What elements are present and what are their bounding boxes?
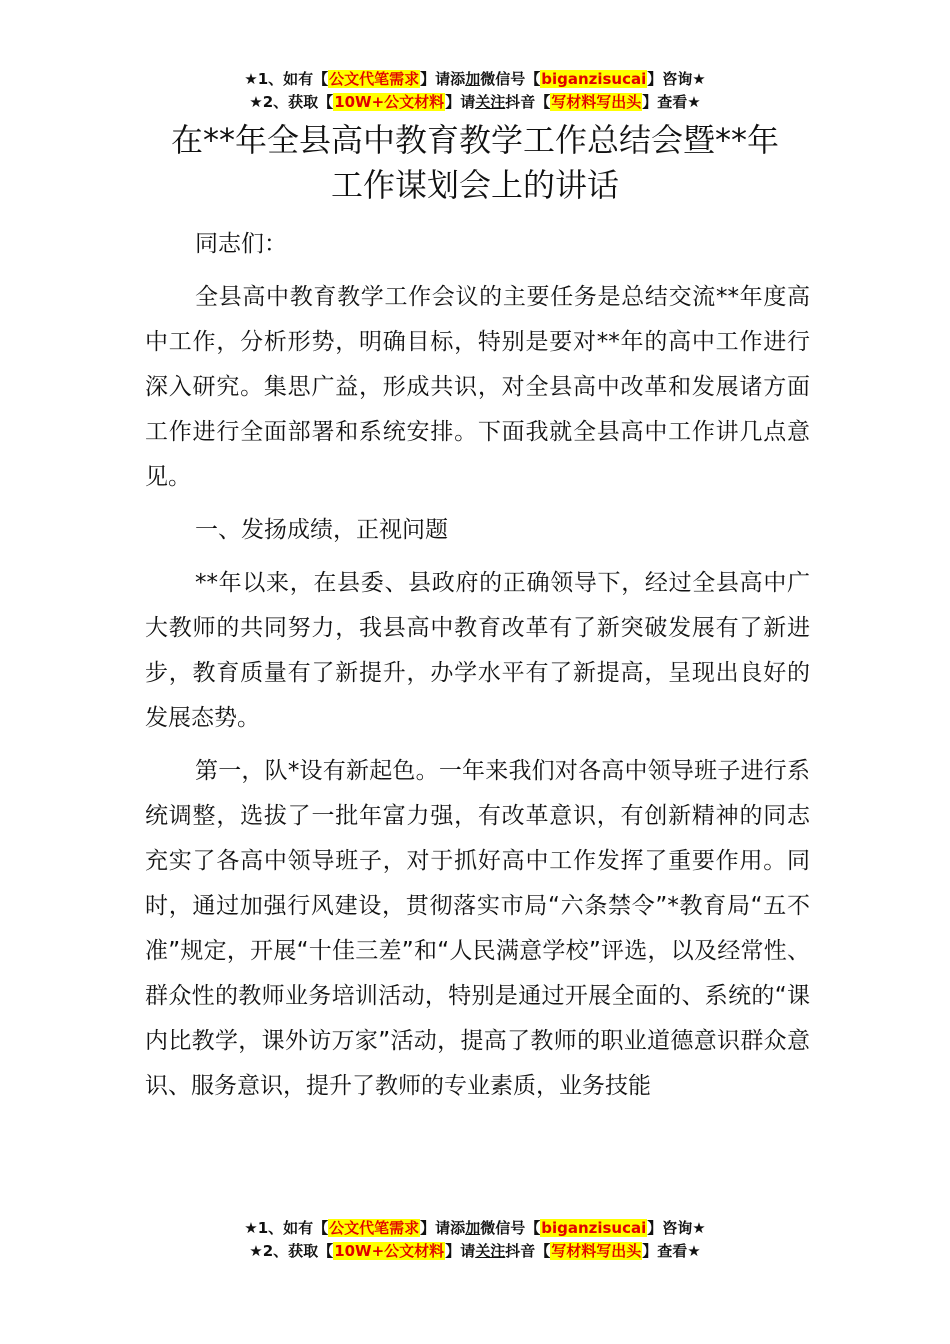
promo-text: 微信号【 [480,1219,541,1237]
promo-highlight: 10W+公文材料 [334,1242,445,1260]
promo-text: 微信号【 [480,70,541,88]
promo-highlight: 公文代笔需求 [329,1219,420,1237]
promo-text: ★1、如有【 [244,1219,329,1237]
promo-text: 】请添 [420,70,466,88]
paragraph: 全县高中教育教学工作会议的主要任务是总结交流**年度高中工作，分析形势，明确目标，特别是要对**年的高中工作进行深入研究。集思广益，形成共识，对全县高中改革和发展诸方面工作进行全面部署和系统安排。下面我就全县高中工作讲几点意见。 [145,284,810,490]
promo-emphasis: 加 [465,70,481,88]
promo-line-2 [0,1240,950,1263]
promo-text: 抖音【 [505,1242,551,1260]
title-line-2: 工作谋划会上的讲话 [330,166,619,204]
promo-text: ★2、获取【 [249,93,334,111]
promo-text: 】请 [445,1242,476,1260]
salutation: 同志们： [195,231,287,257]
promo-highlight: biganzisucai [541,70,647,88]
promo-text: 】查看★ [642,1242,701,1260]
promo-highlight: biganzisucai [541,1219,647,1237]
paragraph: **年以来，在县委、县政府的正确领导下，经过全县高中广大教师的共同努力，我县高中教育改革有了新突破发展有了新进步，教育质量有了新提升，办学水平有了新提高，呈现出良好的发展态势。 [145,570,810,731]
promo-text: ★1、如有【 [244,70,329,88]
promo-emphasis: 关注 [475,93,506,111]
promo-highlight: 10W+公文材料 [334,93,445,111]
promo-highlight: 写材料写出头 [551,93,642,111]
bottom-promo-banner [0,1217,950,1263]
promo-text: 】咨询★ [647,70,706,88]
promo-text: 抖音【 [505,93,551,111]
promo-text: 】请添 [420,1219,466,1237]
promo-line-1 [0,68,950,91]
promo-emphasis: 关注 [475,1242,506,1260]
paragraph: 第一，队*设有新起色。一年来我们对各高中领导班子进行系统调整，选拔了一批年富力强，有改革意识，有创新精神的同志充实了各高中领导班子，对于抓好高中工作发挥了重要作用。同时，通过加强行风建设，贯彻落实市局“六条禁令”*教育局“五不准”规定，开展“十佳三差”和“人民满意学校”评选，以及经常性、群众性的教师业务培训活动，特别是通过开展全面的、系统的“课内比教学，课外访万家”活动，提高了教师的职业道德意识群众意识、服务意识，提升了教师的专业素质，业务技能 [145,758,810,1099]
promo-text: ★2、获取【 [249,1242,334,1260]
title-line-1: 在**年全县高中教育教学工作总结会暨**年 [170,121,779,159]
promo-highlight: 公文代笔需求 [329,70,420,88]
promo-text: 】请 [445,93,476,111]
promo-highlight: 写材料写出头 [551,1242,642,1260]
promo-line-1 [0,1217,950,1240]
top-promo-banner [0,68,950,114]
promo-emphasis: 加 [465,1219,481,1237]
promo-text: 】咨询★ [647,1219,706,1237]
promo-line-2 [0,91,950,114]
document-body [145,222,810,1117]
section-heading: 一、发扬成绩，正视问题 [195,517,448,543]
promo-text: 】查看★ [642,93,701,111]
document-title [120,118,830,208]
